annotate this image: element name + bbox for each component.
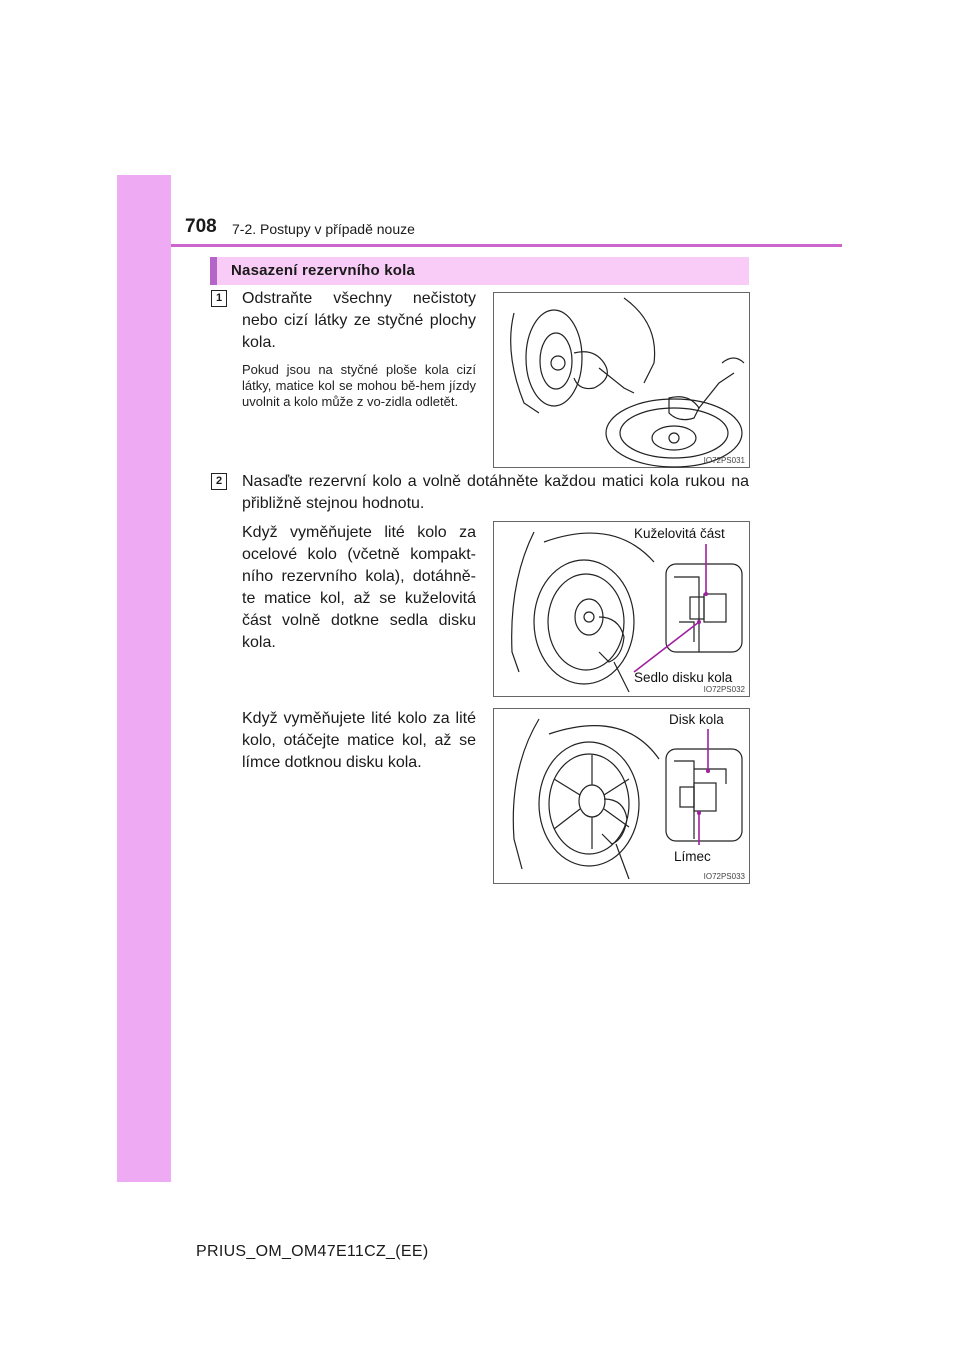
step-1-text: Odstraňte všechny nečistoty nebo cizí látky ze styčné plochy kola.	[242, 290, 476, 351]
figure-steel-wheel-nut	[493, 521, 750, 697]
section-title: Nasazení rezervního kola	[231, 262, 416, 279]
callout-wheel-seat: Sedlo disku kola	[634, 670, 733, 685]
chapter-tab-sidebar	[117, 175, 171, 1182]
chapter-title: 7-2. Postupy v případě nouze	[232, 221, 415, 237]
step-2-text: Nasaďte rezervní kolo a volně dotáhněte každou matici kola rukou na přibližně stejnou hodnotu.	[242, 473, 749, 512]
figure-clean-hub-drawing	[494, 293, 751, 469]
step-2-alloy-wheel-text: Když vyměňujete lité kolo za lité kolo, otáčejte matice kol, až se límce dotknou disku kola.	[242, 710, 476, 771]
section-heading	[210, 257, 749, 285]
page-number: 708	[185, 216, 217, 237]
step-2-badge: 2	[211, 473, 227, 490]
step-1-badge: 1	[211, 290, 227, 307]
callout-collar: Límec	[674, 849, 711, 864]
step-1-note: Pokud jsou na styčné ploše kola cizí látky, matice kol se mohou bě-hem jízdy uvolnit a kolo může z vo-zidla odletět.	[242, 362, 476, 409]
figure-alloy-wheel-nut	[493, 708, 750, 884]
document-footer-code: PRIUS_OM_OM47E11CZ_(EE)	[196, 1243, 429, 1260]
figure-alloy-wheel-drawing	[494, 709, 751, 885]
callout-conical-part: Kuželovitá část	[634, 526, 725, 541]
figure-code-3: IO72PS033	[703, 872, 745, 881]
header-rule	[171, 244, 842, 247]
step-2-steel-wheel-text: Když vyměňujete lité kolo za ocelové kolo (včetně kompakt-ního rezervního kola), dotáhně-te matice kol, až se kuželovitá část volně dotkne sedla disku kola.	[242, 524, 476, 651]
figure-code-1: IO72PS031	[703, 456, 745, 465]
figure-code-2: IO72PS032	[703, 685, 745, 694]
figure-clean-hub	[493, 292, 750, 468]
callout-wheel-disc: Disk kola	[669, 712, 724, 727]
